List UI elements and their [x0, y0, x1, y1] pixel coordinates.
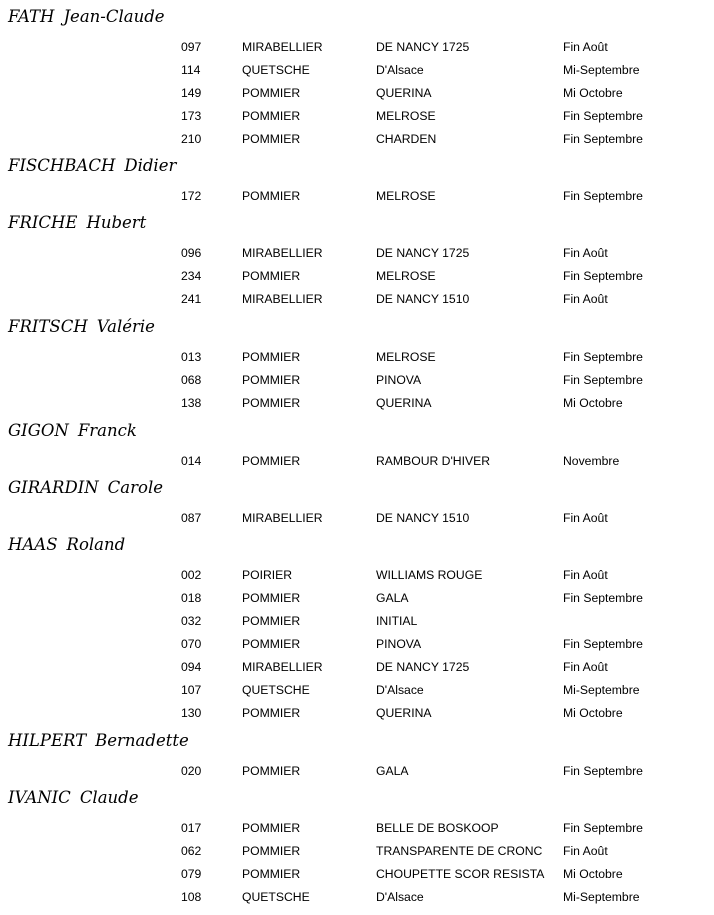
tree-species: POMMIER	[242, 373, 301, 387]
tree-code: 094	[181, 660, 202, 674]
tree-code: 068	[181, 373, 202, 387]
tree-maturity: Fin Août	[563, 246, 608, 260]
tree-code: 070	[181, 637, 202, 651]
tree-row	[0, 658, 714, 676]
owner-name	[8, 421, 137, 441]
tree-row	[0, 865, 714, 883]
owner-name	[8, 731, 189, 751]
tree-variety: MELROSE	[376, 109, 436, 123]
tree-variety: PINOVA	[376, 637, 422, 651]
tree-variety: D'Alsace	[376, 683, 424, 697]
tree-maturity: Fin Septembre	[563, 591, 643, 605]
tree-code: 149	[181, 86, 202, 100]
tree-row	[0, 84, 714, 102]
tree-variety: WILLIAMS ROUGE	[376, 568, 483, 582]
tree-code: 172	[181, 189, 202, 203]
tree-code: 241	[181, 292, 202, 306]
tree-code: 210	[181, 132, 202, 146]
tree-code: 108	[181, 890, 202, 904]
tree-row	[0, 566, 714, 584]
owner-name	[8, 156, 176, 176]
tree-code: 002	[181, 568, 202, 582]
tree-variety: RAMBOUR D'HIVER	[376, 454, 491, 468]
tree-variety: GALA	[376, 591, 409, 605]
tree-row	[0, 244, 714, 262]
tree-species: MIRABELLIER	[242, 660, 323, 674]
tree-row	[0, 130, 714, 148]
tree-variety: INITIAL	[376, 614, 418, 628]
owner-name	[8, 7, 165, 27]
tree-species: POMMIER	[242, 454, 301, 468]
tree-code: 013	[181, 350, 202, 364]
tree-row	[0, 635, 714, 653]
owner-first-name: Jean-Claude	[63, 7, 165, 26]
tree-species: QUETSCHE	[242, 63, 310, 77]
tree-variety: CHOUPETTE SCOR RESISTA	[376, 867, 545, 881]
tree-maturity: Fin Août	[563, 292, 608, 306]
tree-variety: QUERINA	[376, 706, 432, 720]
owner-last-name: FRICHE	[8, 213, 78, 232]
tree-species: POMMIER	[242, 637, 301, 651]
tree-code: 114	[181, 63, 201, 77]
tree-row	[0, 187, 714, 205]
owner-name	[8, 317, 155, 337]
tree-variety: MELROSE	[376, 350, 436, 364]
tree-code: 130	[181, 706, 202, 720]
tree-row	[0, 267, 714, 285]
tree-maturity: Mi Octobre	[563, 867, 623, 881]
tree-species: POMMIER	[242, 614, 301, 628]
tree-species: QUETSCHE	[242, 683, 310, 697]
tree-row	[0, 348, 714, 366]
tree-maturity: Fin Août	[563, 511, 608, 525]
owner-last-name: IVANIC	[8, 788, 71, 807]
owner-first-name: Hubert	[86, 213, 147, 232]
owner-first-name: Franck	[77, 421, 137, 440]
tree-species: MIRABELLIER	[242, 292, 323, 306]
owner-last-name: FATH	[8, 7, 55, 26]
tree-code: 018	[181, 591, 202, 605]
tree-row	[0, 681, 714, 699]
tree-row	[0, 612, 714, 630]
tree-species: POMMIER	[242, 591, 301, 605]
tree-species: POMMIER	[242, 86, 301, 100]
tree-maturity: Fin Août	[563, 844, 608, 858]
tree-species: POMMIER	[242, 269, 301, 283]
owner-name	[8, 535, 125, 555]
owner-name	[8, 478, 163, 498]
tree-variety: MELROSE	[376, 189, 436, 203]
tree-maturity: Novembre	[563, 454, 620, 468]
tree-code: 096	[181, 246, 202, 260]
tree-code: 107	[181, 683, 202, 697]
tree-maturity: Mi-Septembre	[563, 63, 640, 77]
owner-last-name: GIGON	[8, 421, 69, 440]
owner-name	[8, 213, 146, 233]
tree-row	[0, 762, 714, 780]
tree-maturity: Mi Octobre	[563, 706, 623, 720]
tree-code: 020	[181, 764, 202, 778]
tree-variety: MELROSE	[376, 269, 436, 283]
tree-row	[0, 509, 714, 527]
tree-code: 097	[181, 40, 202, 54]
tree-variety: QUERINA	[376, 86, 432, 100]
tree-row	[0, 589, 714, 607]
owner-first-name: Didier	[124, 156, 177, 175]
tree-row	[0, 704, 714, 722]
tree-species: MIRABELLIER	[242, 40, 323, 54]
tree-maturity: Fin Septembre	[563, 821, 643, 835]
owner-last-name: FISCHBACH	[8, 156, 116, 175]
tree-maturity: Fin Septembre	[563, 764, 643, 778]
tree-species: POMMIER	[242, 867, 301, 881]
tree-variety: CHARDEN	[376, 132, 437, 146]
tree-variety: DE NANCY 1725	[376, 246, 470, 260]
tree-maturity: Fin Septembre	[563, 189, 643, 203]
owner-last-name: HAAS	[8, 535, 58, 554]
tree-species: POMMIER	[242, 396, 301, 410]
tree-code: 032	[181, 614, 202, 628]
tree-row	[0, 38, 714, 56]
tree-maturity: Fin Septembre	[563, 373, 643, 387]
tree-maturity: Fin Septembre	[563, 350, 643, 364]
tree-species: POMMIER	[242, 189, 301, 203]
tree-maturity: Mi Octobre	[563, 86, 623, 100]
tree-variety: PINOVA	[376, 373, 422, 387]
tree-species: MIRABELLIER	[242, 246, 323, 260]
tree-code: 062	[181, 844, 202, 858]
owner-first-name: Bernadette	[95, 731, 189, 750]
tree-maturity: Fin Septembre	[563, 109, 643, 123]
tree-code: 087	[181, 511, 202, 525]
tree-row	[0, 290, 714, 308]
tree-row	[0, 888, 714, 906]
tree-maturity: Fin Août	[563, 660, 608, 674]
owner-first-name: Valérie	[96, 317, 155, 336]
owner-first-name: Claude	[79, 788, 139, 807]
tree-maturity: Mi-Septembre	[563, 683, 640, 697]
tree-variety: DE NANCY 1510	[376, 292, 470, 306]
tree-row	[0, 394, 714, 412]
tree-row	[0, 61, 714, 79]
tree-code: 017	[181, 821, 202, 835]
owner-last-name: HILPERT	[8, 731, 87, 750]
tree-code: 079	[181, 867, 202, 881]
tree-variety: D'Alsace	[376, 63, 424, 77]
owner-first-name: Roland	[66, 535, 126, 554]
tree-row	[0, 107, 714, 125]
owner-last-name: FRITSCH	[8, 317, 88, 336]
tree-species: POMMIER	[242, 764, 301, 778]
tree-row	[0, 452, 714, 470]
tree-species: POMMIER	[242, 109, 301, 123]
tree-maturity: Fin Septembre	[563, 637, 643, 651]
tree-row	[0, 371, 714, 389]
tree-variety: DE NANCY 1725	[376, 660, 470, 674]
tree-code: 173	[181, 109, 202, 123]
tree-species: POMMIER	[242, 844, 301, 858]
owner-first-name: Carole	[107, 478, 163, 497]
owner-name	[8, 788, 139, 808]
tree-maturity: Mi Octobre	[563, 396, 623, 410]
tree-species: POMMIER	[242, 821, 301, 835]
tree-variety: TRANSPARENTE DE CRONC	[376, 844, 543, 858]
tree-variety: BELLE DE BOSKOOP	[376, 821, 499, 835]
tree-species: QUETSCHE	[242, 890, 310, 904]
tree-code: 234	[181, 269, 202, 283]
tree-variety: DE NANCY 1510	[376, 511, 470, 525]
tree-species: POIRIER	[242, 568, 293, 582]
tree-species: POMMIER	[242, 350, 301, 364]
owner-last-name: GIRARDIN	[8, 478, 99, 497]
tree-variety: DE NANCY 1725	[376, 40, 470, 54]
tree-maturity: Fin Septembre	[563, 132, 643, 146]
tree-variety: GALA	[376, 764, 409, 778]
tree-code: 014	[181, 454, 202, 468]
tree-maturity: Fin Août	[563, 40, 608, 54]
tree-variety: QUERINA	[376, 396, 432, 410]
tree-row	[0, 819, 714, 837]
tree-maturity: Fin Août	[563, 568, 608, 582]
tree-species: POMMIER	[242, 706, 301, 720]
tree-variety: D'Alsace	[376, 890, 424, 904]
tree-maturity: Fin Septembre	[563, 269, 643, 283]
tree-row	[0, 842, 714, 860]
tree-maturity: Mi-Septembre	[563, 890, 640, 904]
tree-species: POMMIER	[242, 132, 301, 146]
tree-species: MIRABELLIER	[242, 511, 323, 525]
tree-code: 138	[181, 396, 202, 410]
